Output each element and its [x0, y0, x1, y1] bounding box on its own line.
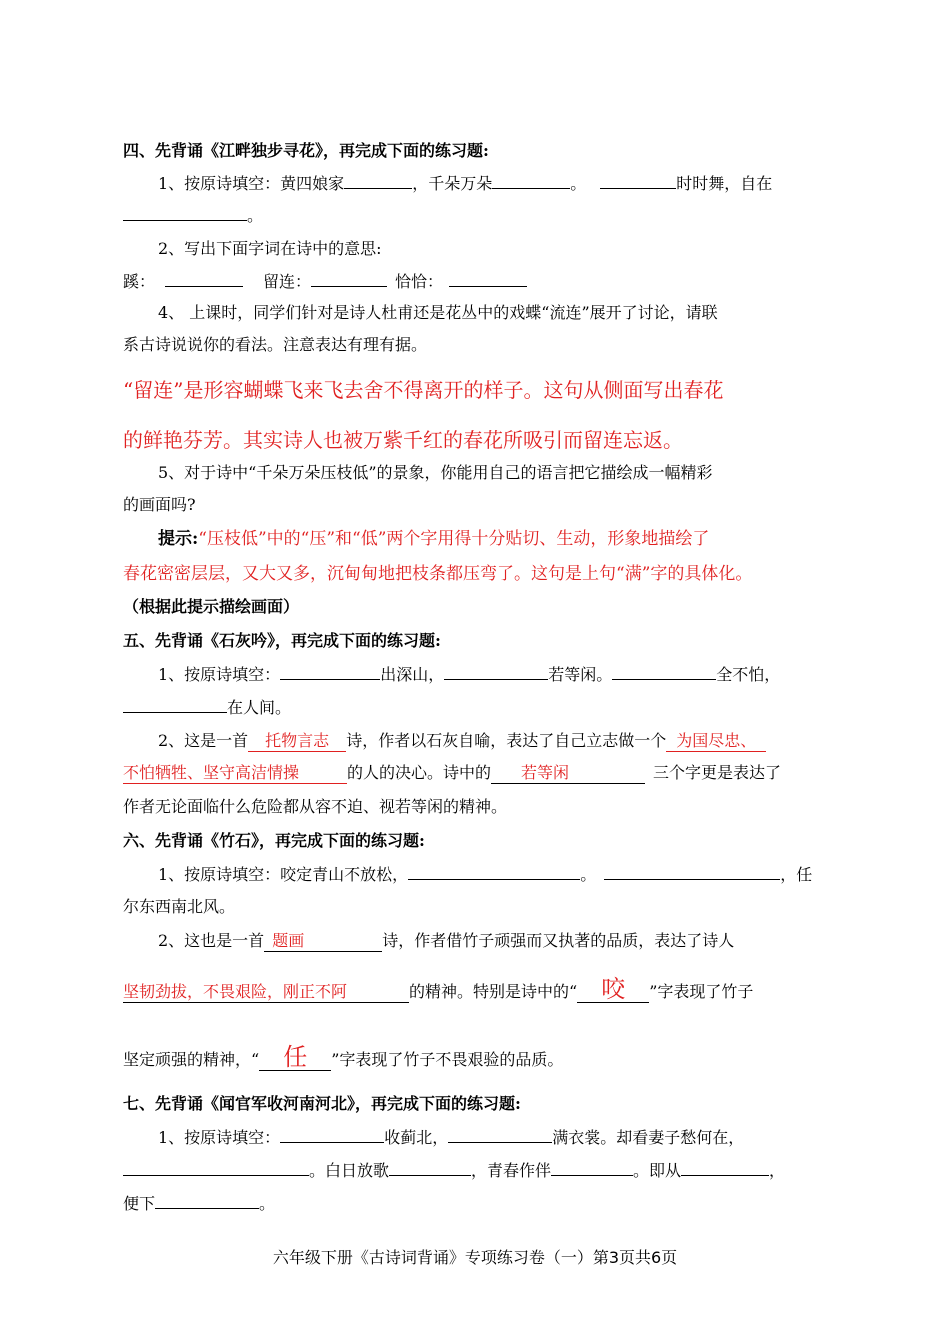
answer-blank[interactable]: 任 — [259, 1044, 331, 1071]
s5-q1-text: 全不怕， — [716, 665, 781, 684]
s5-q1-line2 — [123, 696, 291, 719]
s4-q2-words — [123, 270, 527, 293]
fill-blank[interactable] — [551, 1159, 633, 1176]
answer-blank[interactable]: 托物言志 — [248, 731, 346, 752]
s6-q1-prefix: 1、按原诗填空：咬定青山不放松， — [158, 865, 409, 884]
fill-blank[interactable] — [123, 1159, 309, 1176]
s5-q2-text: 诗，作者以石灰自喻，表达了自己立志做一个 — [346, 731, 667, 750]
fill-blank[interactable] — [155, 1192, 259, 1209]
s6-q1-line — [158, 863, 812, 886]
fill-blank[interactable] — [600, 172, 676, 189]
hint-label: 提示: — [158, 529, 199, 549]
s5-q2-line1 — [158, 730, 766, 752]
s6-q2-text: ”字表现了竹子 — [649, 982, 754, 1001]
s4-answer-line2: 的鲜艳芬芳。其实诗人也被万紫千红的春花所吸引而留连忘返。 — [123, 428, 683, 452]
s6-q2-line1 — [158, 930, 734, 952]
s5-q2-text: 三个字更是表达了 — [653, 763, 782, 782]
s4-q4-line1: 4、 上课时，同学们针对是诗人杜甫还是花丛中的戏蝶“流连”展开了讨论，请联 — [158, 303, 718, 322]
s7-q1-line3 — [123, 1192, 275, 1215]
fill-blank[interactable] — [165, 270, 243, 287]
s4-q1-text: ，千朵万朵 — [412, 174, 493, 193]
section-4-heading: 四、先背诵《江畔独步寻花》，再完成下面的练习题: — [123, 141, 489, 160]
s5-q2-text: 的人的决心。诗中的 — [347, 763, 492, 782]
s6-q2-line2 — [123, 976, 753, 1003]
fill-blank[interactable] — [681, 1159, 769, 1176]
s4-q4-line2: 系古诗说说你的看法。注意表达有理有据。 — [123, 335, 428, 354]
answer-blank[interactable]: 不怕牺牲、坚守高洁情操 — [123, 763, 347, 784]
fill-blank[interactable] — [280, 663, 380, 680]
hint-text: “压枝低”中的“压”和“低”两个字用得十分贴切、生动，形象地描绘了 — [198, 529, 710, 549]
fill-blank[interactable] — [604, 863, 780, 880]
s7-q1-text: 。白日放歌 — [309, 1161, 390, 1180]
fill-blank[interactable] — [449, 270, 527, 287]
s4-q5-line1: 5、对于诗中“千朵万朵压枝低”的景象，你能用自己的语言把它描绘成一幅精彩 — [158, 463, 713, 482]
s4-hint-line1 — [158, 528, 709, 550]
s5-q1-line — [158, 663, 780, 686]
s4-q1-text: 时时舞，自在 — [676, 174, 773, 193]
s5-q2-line3: 作者无论面临什么危险都从容不迫、视若等闲的精神。 — [123, 797, 508, 816]
word-label: 恰恰： — [395, 272, 444, 291]
s7-q1-text: 。即从 — [633, 1161, 682, 1180]
section-5-heading: 五、先背诵《石灰吟》，再完成下面的练习题: — [123, 631, 441, 650]
s6-q2-line3 — [123, 1044, 563, 1071]
s6-q2-text: ”字表现了竹子不畏艰验的品质。 — [331, 1050, 564, 1069]
section-7-heading: 七、先背诵《闻官军收河南河北》，再完成下面的练习题: — [123, 1094, 521, 1113]
s5-q1-text: 在人间。 — [227, 698, 292, 717]
fill-blank[interactable] — [492, 172, 570, 189]
s7-q1-text: 。 — [259, 1194, 276, 1213]
s4-q1-text: 。 — [247, 206, 264, 225]
fill-blank[interactable] — [123, 204, 247, 221]
s6-q2-text: 2、这也是一首 — [158, 931, 265, 950]
fill-blank[interactable] — [123, 696, 227, 713]
s7-q1-text: 便下 — [123, 1194, 156, 1213]
s5-q1-text: 出深山， — [380, 665, 445, 684]
s4-answer-line1: “留连”是形容蝴蝶飞来飞去舍不得离开的样子。这句从侧面写出春花 — [123, 378, 724, 402]
fill-blank[interactable] — [448, 1126, 552, 1143]
s7-q1-text: 满衣裳。却看妻子愁何在， — [552, 1128, 745, 1147]
fill-blank[interactable] — [389, 1159, 471, 1176]
answer-blank[interactable]: 题画 — [264, 931, 382, 952]
fill-blank[interactable] — [408, 863, 580, 880]
answer-blank[interactable]: 若等闲 — [491, 763, 645, 784]
answer-blank[interactable]: 咬 — [577, 976, 649, 1003]
s6-q1-line2: 尔东西南北风。 — [123, 897, 236, 916]
fill-blank[interactable] — [280, 1126, 384, 1143]
s4-note: （根据此提示描绘画面） — [123, 597, 300, 616]
word-label: 留连： — [263, 272, 312, 291]
answer-blank[interactable]: 为国尽忠、 — [666, 731, 766, 752]
s4-q2-text: 2、写出下面字词在诗中的意思: — [158, 239, 382, 258]
s7-q1-line — [158, 1126, 744, 1149]
fill-blank[interactable] — [612, 663, 716, 680]
fill-blank[interactable] — [311, 270, 387, 287]
s7-q1-line2 — [123, 1159, 785, 1182]
s7-q1-text: ，青春作伴 — [471, 1161, 552, 1180]
s4-q1-line — [158, 172, 772, 195]
s6-q2-text: 诗，作者借竹子顽强而又执著的品质，表达了诗人 — [382, 931, 735, 950]
s5-q1-prefix: 1、按原诗填空： — [158, 665, 281, 684]
s7-q1-prefix: 1、按原诗填空： — [158, 1128, 281, 1147]
s5-q1-text: 若等闲。 — [548, 665, 613, 684]
s6-q1-text: ，任 — [780, 865, 813, 884]
s4-hint-line2: 春花密密层层，又大又多，沉甸甸地把枝条都压弯了。这句是上句“满”字的具体化。 — [123, 564, 753, 584]
s7-q1-text: 收蓟北， — [384, 1128, 449, 1147]
s6-q1-text: 。 — [580, 865, 597, 884]
fill-blank[interactable] — [444, 663, 548, 680]
fill-blank[interactable] — [344, 172, 412, 189]
s7-q1-text: ， — [769, 1161, 786, 1180]
s4-q1-text: 。 — [570, 174, 587, 193]
section-6-heading: 六、先背诵《竹石》，再完成下面的练习题: — [123, 831, 425, 850]
answer-blank[interactable]: 坚韧劲拔，不畏艰险，刚正不阿 — [123, 982, 409, 1003]
s6-q2-text: 的精神。特别是诗中的“ — [409, 982, 578, 1001]
s4-q1-prefix: 1、按原诗填空：黄四娘家 — [158, 174, 345, 193]
s5-q2-text: 2、这是一首 — [158, 731, 249, 750]
s6-q2-text: 坚定顽强的精神，“ — [123, 1050, 260, 1069]
s4-q1-line2 — [123, 204, 263, 227]
s4-q5-line2: 的画面吗? — [123, 495, 196, 514]
word-label: 蹊： — [123, 272, 156, 291]
s5-q2-line2 — [123, 762, 781, 784]
page-footer: 六年级下册《古诗词背诵》专项练习卷（一）第3页共6页 — [272, 1248, 678, 1267]
